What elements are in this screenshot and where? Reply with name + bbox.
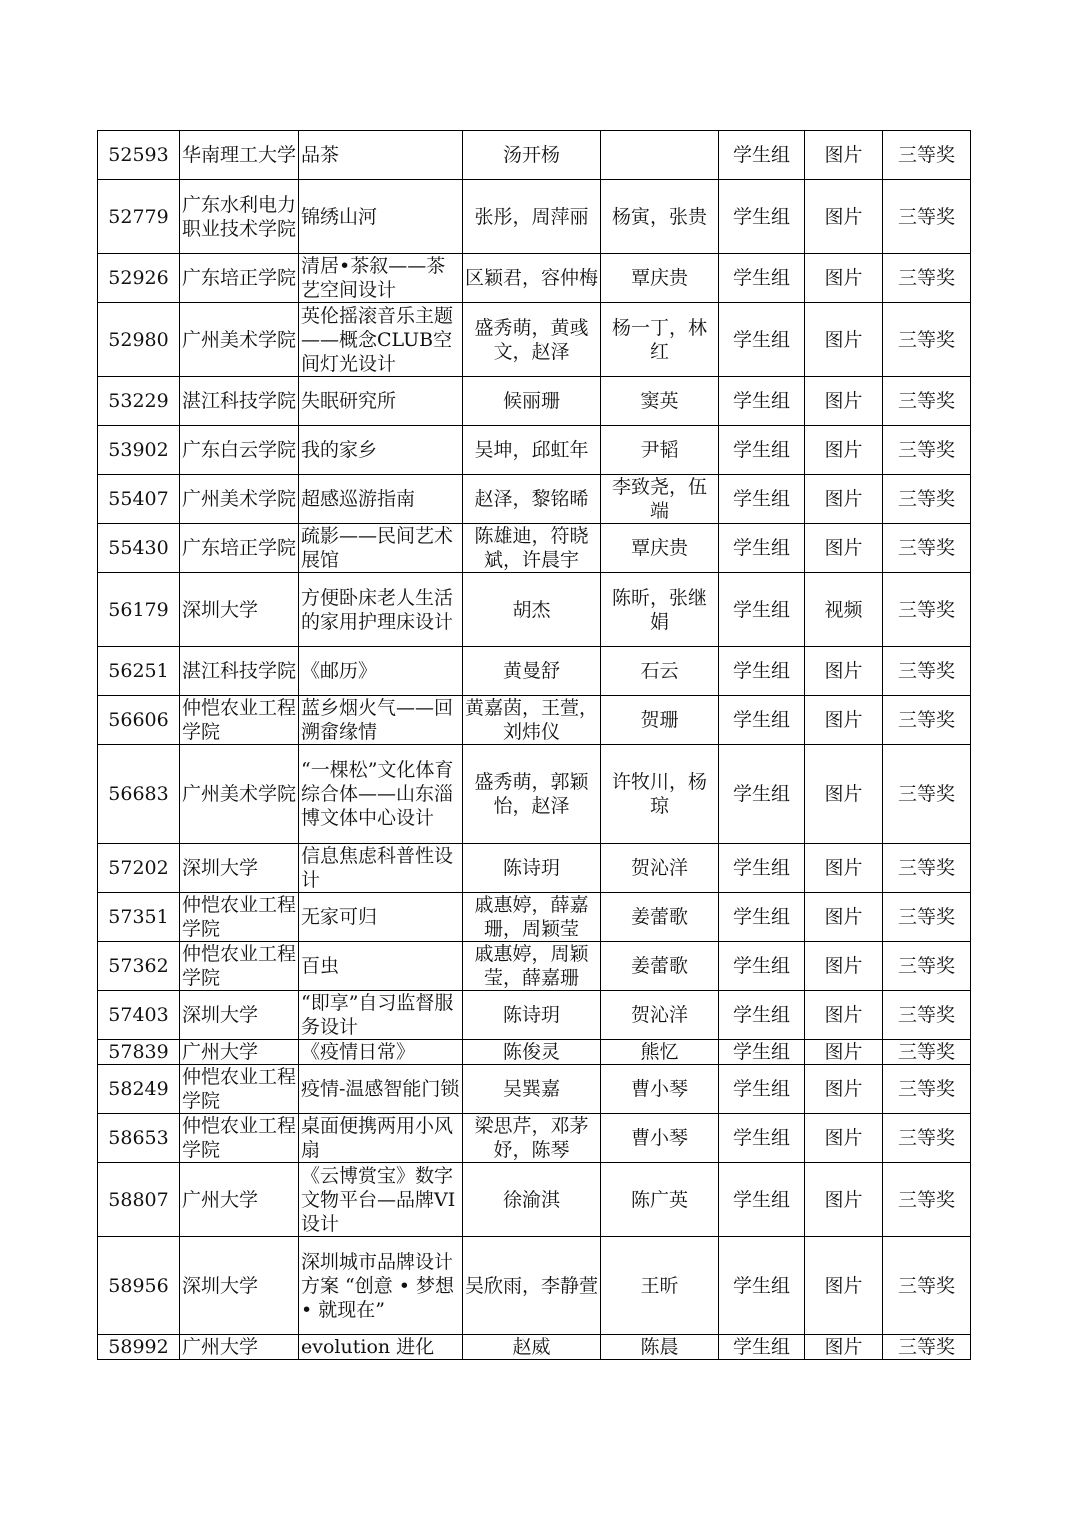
- cell-id: 57403: [98, 991, 180, 1040]
- cell-id: 53902: [98, 426, 180, 475]
- cell-authors: 戚惠婷，薛嘉珊，周颖莹: [463, 893, 601, 942]
- cell-title: 超感巡游指南: [299, 475, 463, 524]
- table-row: [98, 1163, 971, 1237]
- cell-authors: 赵威: [463, 1335, 601, 1360]
- table-row: [98, 1237, 971, 1335]
- cell-award: 三等奖: [883, 254, 971, 303]
- table-body: [98, 131, 971, 1360]
- cell-id: 56251: [98, 647, 180, 696]
- cell-id: 52593: [98, 131, 180, 180]
- cell-award: 三等奖: [883, 426, 971, 475]
- cell-title: 英伦摇滚音乐主题——概念CLUB空间灯光设计: [299, 303, 463, 377]
- cell-title: 失眠研究所: [299, 377, 463, 426]
- cell-group: 学生组: [719, 1065, 805, 1114]
- table-row: [98, 377, 971, 426]
- table-row: [98, 942, 971, 991]
- cell-id: 52779: [98, 180, 180, 254]
- award-table: [97, 130, 971, 1360]
- cell-title: evolution 进化: [299, 1335, 463, 1360]
- cell-advisor: 尹韬: [601, 426, 719, 475]
- cell-title: 桌面便携两用小风扇: [299, 1114, 463, 1163]
- cell-title: 《云博赏宝》数字文物平台—品牌VI设计: [299, 1163, 463, 1237]
- cell-award: 三等奖: [883, 696, 971, 745]
- cell-advisor: 王昕: [601, 1237, 719, 1335]
- cell-advisor: 陈昕，张继娟: [601, 573, 719, 647]
- cell-title: 《邮历》: [299, 647, 463, 696]
- table-row: [98, 696, 971, 745]
- cell-authors: 梁思芹，邓茅妤，陈琴: [463, 1114, 601, 1163]
- cell-award: 三等奖: [883, 1335, 971, 1360]
- cell-group: 学生组: [719, 991, 805, 1040]
- cell-advisor: 贺沁洋: [601, 991, 719, 1040]
- cell-award: 三等奖: [883, 844, 971, 893]
- cell-school: 广州美术学院: [180, 475, 299, 524]
- table-row: [98, 131, 971, 180]
- cell-authors: 陈诗玥: [463, 844, 601, 893]
- cell-group: 学生组: [719, 377, 805, 426]
- cell-award: 三等奖: [883, 1114, 971, 1163]
- cell-award: 三等奖: [883, 303, 971, 377]
- cell-school: 广州大学: [180, 1163, 299, 1237]
- cell-group: 学生组: [719, 893, 805, 942]
- cell-id: 58807: [98, 1163, 180, 1237]
- cell-group: 学生组: [719, 1114, 805, 1163]
- cell-group: 学生组: [719, 1335, 805, 1360]
- table-row: [98, 844, 971, 893]
- cell-group: 学生组: [719, 131, 805, 180]
- cell-id: 56179: [98, 573, 180, 647]
- cell-id: 57202: [98, 844, 180, 893]
- cell-title: 疫情-温感智能门锁: [299, 1065, 463, 1114]
- cell-group: 学生组: [719, 696, 805, 745]
- cell-title: 信息焦虑科普性设计: [299, 844, 463, 893]
- cell-award: 三等奖: [883, 377, 971, 426]
- table-row: [98, 1335, 971, 1360]
- cell-type: 图片: [805, 180, 883, 254]
- table-row: [98, 991, 971, 1040]
- table-row: [98, 180, 971, 254]
- cell-award: 三等奖: [883, 1163, 971, 1237]
- cell-title: 我的家乡: [299, 426, 463, 475]
- cell-award: 三等奖: [883, 180, 971, 254]
- cell-type: 图片: [805, 942, 883, 991]
- cell-authors: 黄曼舒: [463, 647, 601, 696]
- cell-group: 学生组: [719, 745, 805, 844]
- cell-title: 品茶: [299, 131, 463, 180]
- cell-authors: 陈雄迪，符晓斌，许晨宇: [463, 524, 601, 573]
- cell-id: 58992: [98, 1335, 180, 1360]
- cell-id: 58956: [98, 1237, 180, 1335]
- cell-authors: 候丽珊: [463, 377, 601, 426]
- cell-award: 三等奖: [883, 942, 971, 991]
- cell-advisor: 杨寅，张贵: [601, 180, 719, 254]
- cell-type: 图片: [805, 303, 883, 377]
- cell-award: 三等奖: [883, 131, 971, 180]
- cell-title: 蓝乡烟火气——回溯畲缘情: [299, 696, 463, 745]
- cell-advisor: 李致尧，伍端: [601, 475, 719, 524]
- table-row: [98, 1114, 971, 1163]
- cell-id: 55407: [98, 475, 180, 524]
- cell-type: 图片: [805, 991, 883, 1040]
- cell-school: 广东白云学院: [180, 426, 299, 475]
- table-row: [98, 254, 971, 303]
- cell-type: 视频: [805, 573, 883, 647]
- table-row: [98, 893, 971, 942]
- cell-id: 58653: [98, 1114, 180, 1163]
- cell-advisor: 贺沁洋: [601, 844, 719, 893]
- cell-school: 广东水利电力职业技术学院: [180, 180, 299, 254]
- cell-school: 湛江科技学院: [180, 647, 299, 696]
- cell-school: 深圳大学: [180, 573, 299, 647]
- cell-authors: 戚惠婷，周颖莹，薛嘉珊: [463, 942, 601, 991]
- cell-school: 仲恺农业工程学院: [180, 1114, 299, 1163]
- table-row: [98, 1040, 971, 1065]
- cell-authors: 区颖君，容仲梅: [463, 254, 601, 303]
- cell-advisor: 熊忆: [601, 1040, 719, 1065]
- cell-title: 无家可归: [299, 893, 463, 942]
- cell-advisor: 曹小琴: [601, 1114, 719, 1163]
- table-row: [98, 1065, 971, 1114]
- cell-type: 图片: [805, 745, 883, 844]
- cell-authors: 盛秀萌，郭颖怡，赵泽: [463, 745, 601, 844]
- cell-authors: 黄嘉茵，王萱，刘炜仪: [463, 696, 601, 745]
- cell-title: 《疫情日常》: [299, 1040, 463, 1065]
- cell-title: “即享”自习监督服务设计: [299, 991, 463, 1040]
- cell-advisor: 陈广英: [601, 1163, 719, 1237]
- cell-school: 湛江科技学院: [180, 377, 299, 426]
- cell-school: 广东培正学院: [180, 254, 299, 303]
- cell-group: 学生组: [719, 647, 805, 696]
- cell-advisor: 杨一丁，林红: [601, 303, 719, 377]
- cell-authors: 徐渝淇: [463, 1163, 601, 1237]
- cell-school: 深圳大学: [180, 991, 299, 1040]
- cell-advisor: 覃庆贵: [601, 524, 719, 573]
- cell-id: 57351: [98, 893, 180, 942]
- cell-advisor: 曹小琴: [601, 1065, 719, 1114]
- cell-school: 仲恺农业工程学院: [180, 696, 299, 745]
- cell-title: 疏影——民间艺术展馆: [299, 524, 463, 573]
- cell-award: 三等奖: [883, 745, 971, 844]
- cell-group: 学生组: [719, 942, 805, 991]
- cell-advisor: 姜蕾歌: [601, 942, 719, 991]
- table-row: [98, 426, 971, 475]
- cell-school: 华南理工大学: [180, 131, 299, 180]
- cell-advisor: 石云: [601, 647, 719, 696]
- cell-title: 锦绣山河: [299, 180, 463, 254]
- cell-type: 图片: [805, 844, 883, 893]
- cell-id: 52926: [98, 254, 180, 303]
- cell-advisor: 覃庆贵: [601, 254, 719, 303]
- cell-group: 学生组: [719, 1237, 805, 1335]
- cell-award: 三等奖: [883, 1237, 971, 1335]
- cell-authors: 胡杰: [463, 573, 601, 647]
- cell-id: 52980: [98, 303, 180, 377]
- cell-authors: 汤开杨: [463, 131, 601, 180]
- cell-type: 图片: [805, 475, 883, 524]
- table-row: [98, 647, 971, 696]
- cell-advisor: 许牧川，杨琼: [601, 745, 719, 844]
- cell-type: 图片: [805, 524, 883, 573]
- table-row: [98, 524, 971, 573]
- cell-id: 57839: [98, 1040, 180, 1065]
- cell-authors: 吴巽嘉: [463, 1065, 601, 1114]
- cell-group: 学生组: [719, 303, 805, 377]
- cell-school: 广州美术学院: [180, 745, 299, 844]
- cell-school: 仲恺农业工程学院: [180, 893, 299, 942]
- cell-group: 学生组: [719, 426, 805, 475]
- cell-id: 58249: [98, 1065, 180, 1114]
- cell-award: 三等奖: [883, 573, 971, 647]
- cell-authors: 吴坤，邱虹年: [463, 426, 601, 475]
- cell-school: 广州大学: [180, 1040, 299, 1065]
- cell-type: 图片: [805, 1065, 883, 1114]
- cell-type: 图片: [805, 131, 883, 180]
- cell-school: 广东培正学院: [180, 524, 299, 573]
- cell-group: 学生组: [719, 844, 805, 893]
- cell-award: 三等奖: [883, 647, 971, 696]
- cell-id: 56606: [98, 696, 180, 745]
- cell-title: 清居•茶叙——茶艺空间设计: [299, 254, 463, 303]
- cell-award: 三等奖: [883, 475, 971, 524]
- cell-advisor: [601, 131, 719, 180]
- table-row: [98, 573, 971, 647]
- cell-award: 三等奖: [883, 893, 971, 942]
- cell-authors: 陈诗玥: [463, 991, 601, 1040]
- cell-award: 三等奖: [883, 1040, 971, 1065]
- cell-type: 图片: [805, 377, 883, 426]
- cell-type: 图片: [805, 1335, 883, 1360]
- cell-type: 图片: [805, 647, 883, 696]
- cell-group: 学生组: [719, 524, 805, 573]
- cell-group: 学生组: [719, 1040, 805, 1065]
- cell-authors: 陈俊灵: [463, 1040, 601, 1065]
- cell-school: 深圳大学: [180, 1237, 299, 1335]
- cell-school: 广州美术学院: [180, 303, 299, 377]
- cell-group: 学生组: [719, 573, 805, 647]
- cell-type: 图片: [805, 696, 883, 745]
- cell-type: 图片: [805, 1040, 883, 1065]
- table-row: [98, 745, 971, 844]
- cell-school: 广州大学: [180, 1335, 299, 1360]
- cell-advisor: 陈晨: [601, 1335, 719, 1360]
- cell-advisor: 贺珊: [601, 696, 719, 745]
- cell-title: 百虫: [299, 942, 463, 991]
- cell-group: 学生组: [719, 180, 805, 254]
- cell-group: 学生组: [719, 1163, 805, 1237]
- cell-type: 图片: [805, 893, 883, 942]
- cell-type: 图片: [805, 254, 883, 303]
- cell-id: 56683: [98, 745, 180, 844]
- cell-type: 图片: [805, 426, 883, 475]
- cell-id: 53229: [98, 377, 180, 426]
- cell-award: 三等奖: [883, 1065, 971, 1114]
- cell-award: 三等奖: [883, 524, 971, 573]
- cell-group: 学生组: [719, 254, 805, 303]
- table-row: [98, 475, 971, 524]
- cell-title: 方便卧床老人生活的家用护理床设计: [299, 573, 463, 647]
- cell-id: 57362: [98, 942, 180, 991]
- cell-title: 深圳城市品牌设计方案 “创意 • 梦想 • 就现在”: [299, 1237, 463, 1335]
- cell-authors: 盛秀萌，黄彧文，赵泽: [463, 303, 601, 377]
- cell-authors: 赵泽，黎铭晞: [463, 475, 601, 524]
- cell-group: 学生组: [719, 475, 805, 524]
- cell-title: “一棵松”文化体育综合体——山东淄博文体中心设计: [299, 745, 463, 844]
- cell-advisor: 姜蕾歌: [601, 893, 719, 942]
- cell-school: 深圳大学: [180, 844, 299, 893]
- cell-type: 图片: [805, 1163, 883, 1237]
- table-row: [98, 303, 971, 377]
- cell-authors: 张彤，周萍丽: [463, 180, 601, 254]
- cell-type: 图片: [805, 1237, 883, 1335]
- cell-advisor: 窦英: [601, 377, 719, 426]
- cell-school: 仲恺农业工程学院: [180, 942, 299, 991]
- cell-authors: 吴欣雨，李静萱: [463, 1237, 601, 1335]
- cell-school: 仲恺农业工程学院: [180, 1065, 299, 1114]
- cell-type: 图片: [805, 1114, 883, 1163]
- cell-id: 55430: [98, 524, 180, 573]
- cell-award: 三等奖: [883, 991, 971, 1040]
